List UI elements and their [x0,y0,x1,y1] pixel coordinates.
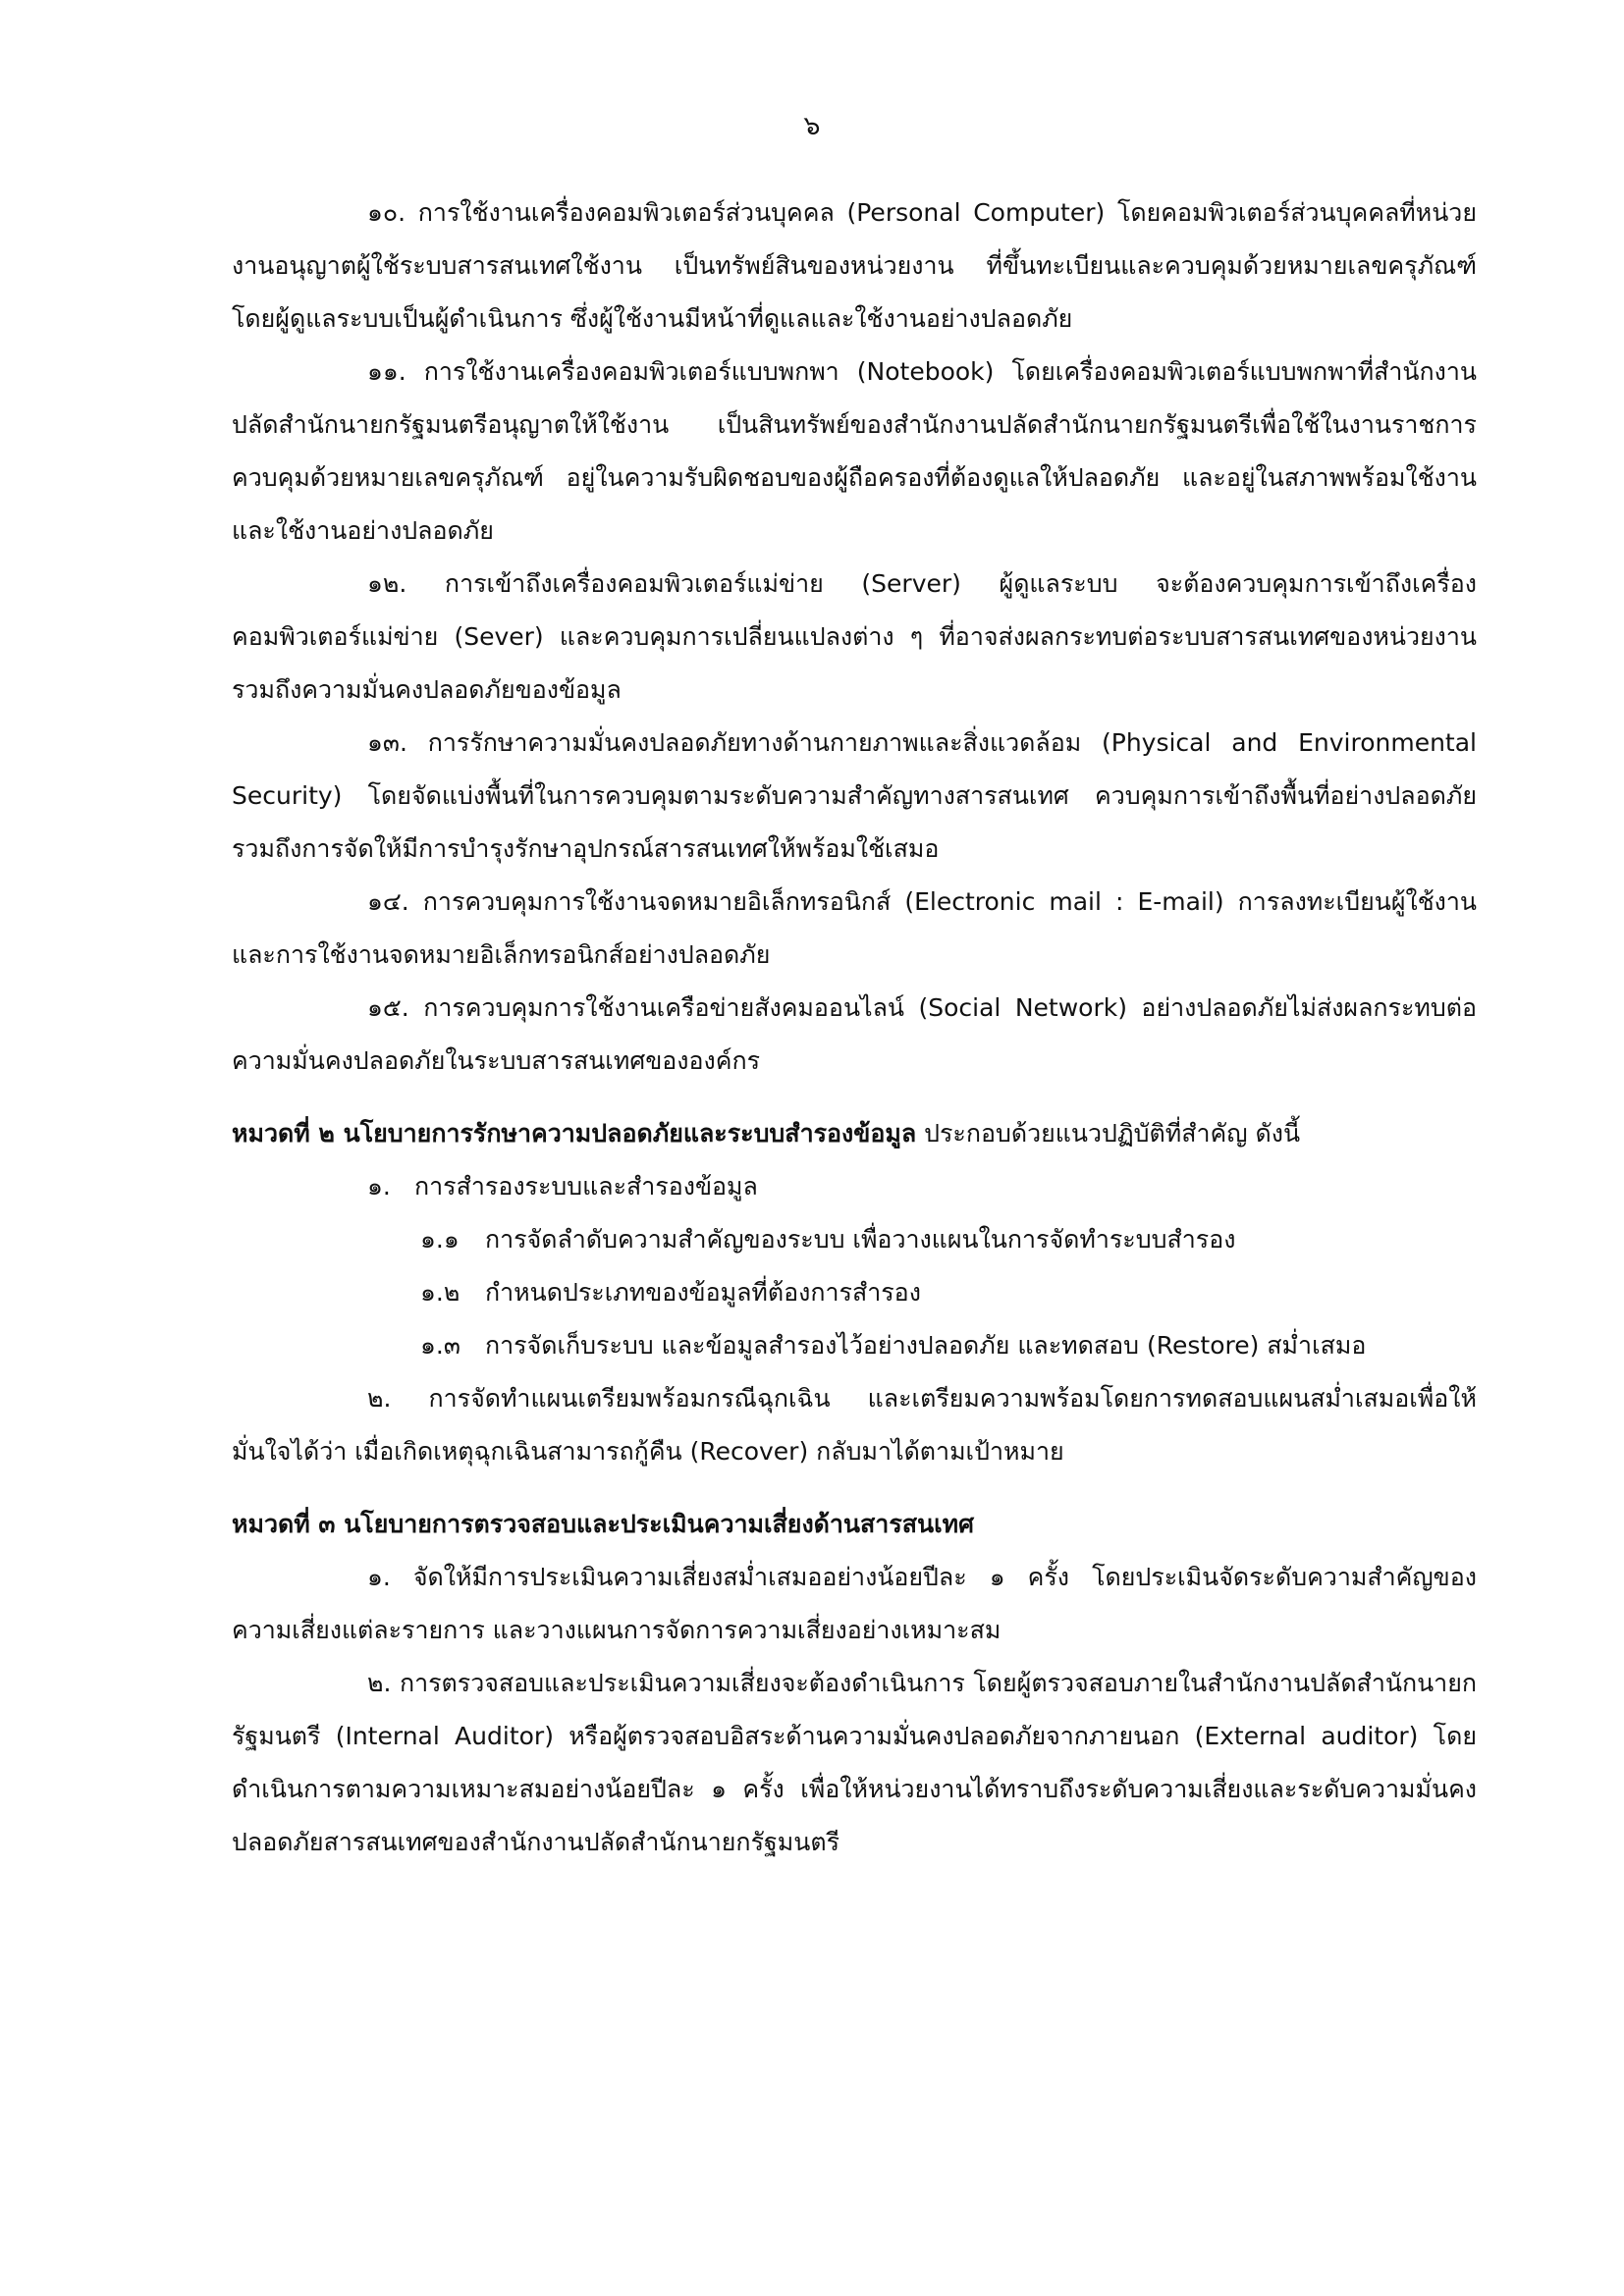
section-2-item-2: ๒. การจัดทำแผนเตรียมพร้อมกรณีฉุกเฉิน และเตรียมความพร้อมโดยการทดสอบแผนสม่ำเสมอเพื่อให้มั่นใจได้ว่า เมื่อเกิดเหตุฉุกเฉินสามารถกู้คืน (Recover) กลับมาได้ตามเป้าหมาย [232,1384,1477,1466]
paragraph-item-11: ๑๑. การใช้งานเครื่องคอมพิวเตอร์แบบพกพา (Notebook) โดยเครื่องคอมพิวเตอร์แบบพกพาที่สำนักงานปลัดสำนักนายกรัฐมนตรีอนุญาตให้ใช้งาน เป็นสินทรัพย์ของสำนักงานปลัดสำนักนายกรัฐมนตรีเพื่อใช้ในงานราชการ ควบคุมด้วยหมายเลขครุภัณฑ์ อยู่ในความรับผิดชอบของผู้ถือครองที่ต้องดูแลให้ปลอดภัย และอยู่ในสภาพพร้อมใช้งาน และใช้งานอย่างปลอดภัย [232,357,1477,545]
section-2-subitem-1-1 [232,1213,1477,1266]
paragraph-item-15: ๑๕. การควบคุมการใช้งานเครือข่ายสังคมออนไลน์ (Social Network) อย่างปลอดภัยไม่ส่งผลกระทบต่อความมั่นคงปลอดภัยในระบบสารสนเทศขององค์กร [232,993,1477,1075]
section-2-item-1-number: ๑. [367,1172,391,1201]
section-3-item-2: ๒. การตรวจสอบและประเมินความเสี่ยงจะต้องดำเนินการ โดยผู้ตรวจสอบภายในสำนักงานปลัดสำนักนายกรัฐมนตรี (Internal Auditor) หรือผู้ตรวจสอบอิสระด้านความมั่นคงปลอดภัยจากภายนอก (External auditor) โดยดำเนินการตามความเหมาะสมอย่างน้อยปีละ ๑ ครั้ง เพื่อให้หน่วยงานได้ทราบถึงระดับความเสี่ยงและระดับความมั่นคงปลอดภัยสารสนเทศของสำนักงานปลัดสำนักนายกรัฐมนตรี [232,1669,1477,1856]
subitem-number: ๑.๒ [420,1278,460,1307]
page-number: ๖ [803,111,821,141]
section-2-intro: ประกอบด้วยแนวปฏิบัติที่สำคัญ ดังนี้ [916,1119,1301,1148]
section-3-item-1: ๑. จัดให้มีการประเมินความเสี่ยงสม่ำเสมออย่างน้อยปีละ ๑ ครั้ง โดยประเมินจัดระดับความสำคัญของความเสี่ยงแต่ละรายการ และวางแผนการจัดการความเสี่ยงอย่างเหมาะสม [232,1563,1477,1644]
paragraph-item-12: ๑๒. การเข้าถึงเครื่องคอมพิวเตอร์แม่ข่าย (Server) ผู้ดูแลระบบ จะต้องควบคุมการเข้าถึงเครื่องคอมพิวเตอร์แม่ข่าย (Sever) และควบคุมการเปลี่ยนแปลงต่าง ๆ ที่อาจส่งผลกระทบต่อระบบสารสนเทศของหน่วยงาน รวมถึงความมั่นคงปลอดภัยของข้อมูล [232,569,1477,704]
section-2-subitem-1-3 [232,1319,1477,1372]
paragraph-item-13: ๑๓. การรักษาความมั่นคงปลอดภัยทางด้านกายภาพและสิ่งแวดล้อม (Physical and Environmental Security) โดยจัดแบ่งพื้นที่ในการควบคุมตามระดับความสำคัญทางสารสนเทศ ควบคุมการเข้าถึงพื้นที่อย่างปลอดภัย รวมถึงการจัดให้มีการบำรุงรักษาอุปกรณ์สารสนเทศให้พร้อมใช้เสมอ [232,728,1477,863]
section-2-title: หมวดที่ ๒ นโยบายการรักษาความปลอดภัยและระบบสำรองข้อมูล [232,1119,917,1148]
subitem-number: ๑.๓ [420,1331,460,1360]
subitem-text: การจัดลำดับความสำคัญของระบบ เพื่อวางแผนในการจัดทำระบบสำรอง [485,1225,1236,1254]
subitem-text: กำหนดประเภทของข้อมูลที่ต้องการสำรอง [485,1278,921,1307]
subitem-text: การจัดเก็บระบบ และข้อมูลสำรองไว้อย่างปลอดภัย และทดสอบ (Restore) สม่ำเสมอ [485,1331,1367,1360]
paragraph-item-10: ๑๐. การใช้งานเครื่องคอมพิวเตอร์ส่วนบุคคล (Personal Computer) โดยคอมพิวเตอร์ส่วนบุคคลที่หน่วยงานอนุญาตผู้ใช้ระบบสารสนเทศใช้งาน เป็นทรัพย์สินของหน่วยงาน ที่ขึ้นทะเบียนและควบคุมด้วยหมายเลขครุภัณฑ์ โดยผู้ดูแลระบบเป็นผู้ดำเนินการ ซึ่งผู้ใช้งานมีหน้าที่ดูแลและใช้งานอย่างปลอดภัย [232,198,1477,333]
paragraph-item-14: ๑๔. การควบคุมการใช้งานจดหมายอิเล็กทรอนิกส์ (Electronic mail : E-mail) การลงทะเบียนผู้ใช้งาน และการใช้งานจดหมายอิเล็กทรอนิกส์อย่างปลอดภัย [232,887,1477,969]
section-2-subitem-1-2 [232,1266,1477,1319]
section-2-item-1 [232,1160,1477,1213]
subitem-number: ๑.๑ [420,1225,460,1254]
document-body [232,187,1477,1869]
section-3-heading: หมวดที่ ๓ นโยบายการตรวจสอบและประเมินความเสี่ยงด้านสารสนเทศ [232,1510,974,1538]
section-2-item-1-text: การสำรองระบบและสำรองข้อมูล [414,1172,758,1201]
section-2-heading [232,1107,1477,1160]
